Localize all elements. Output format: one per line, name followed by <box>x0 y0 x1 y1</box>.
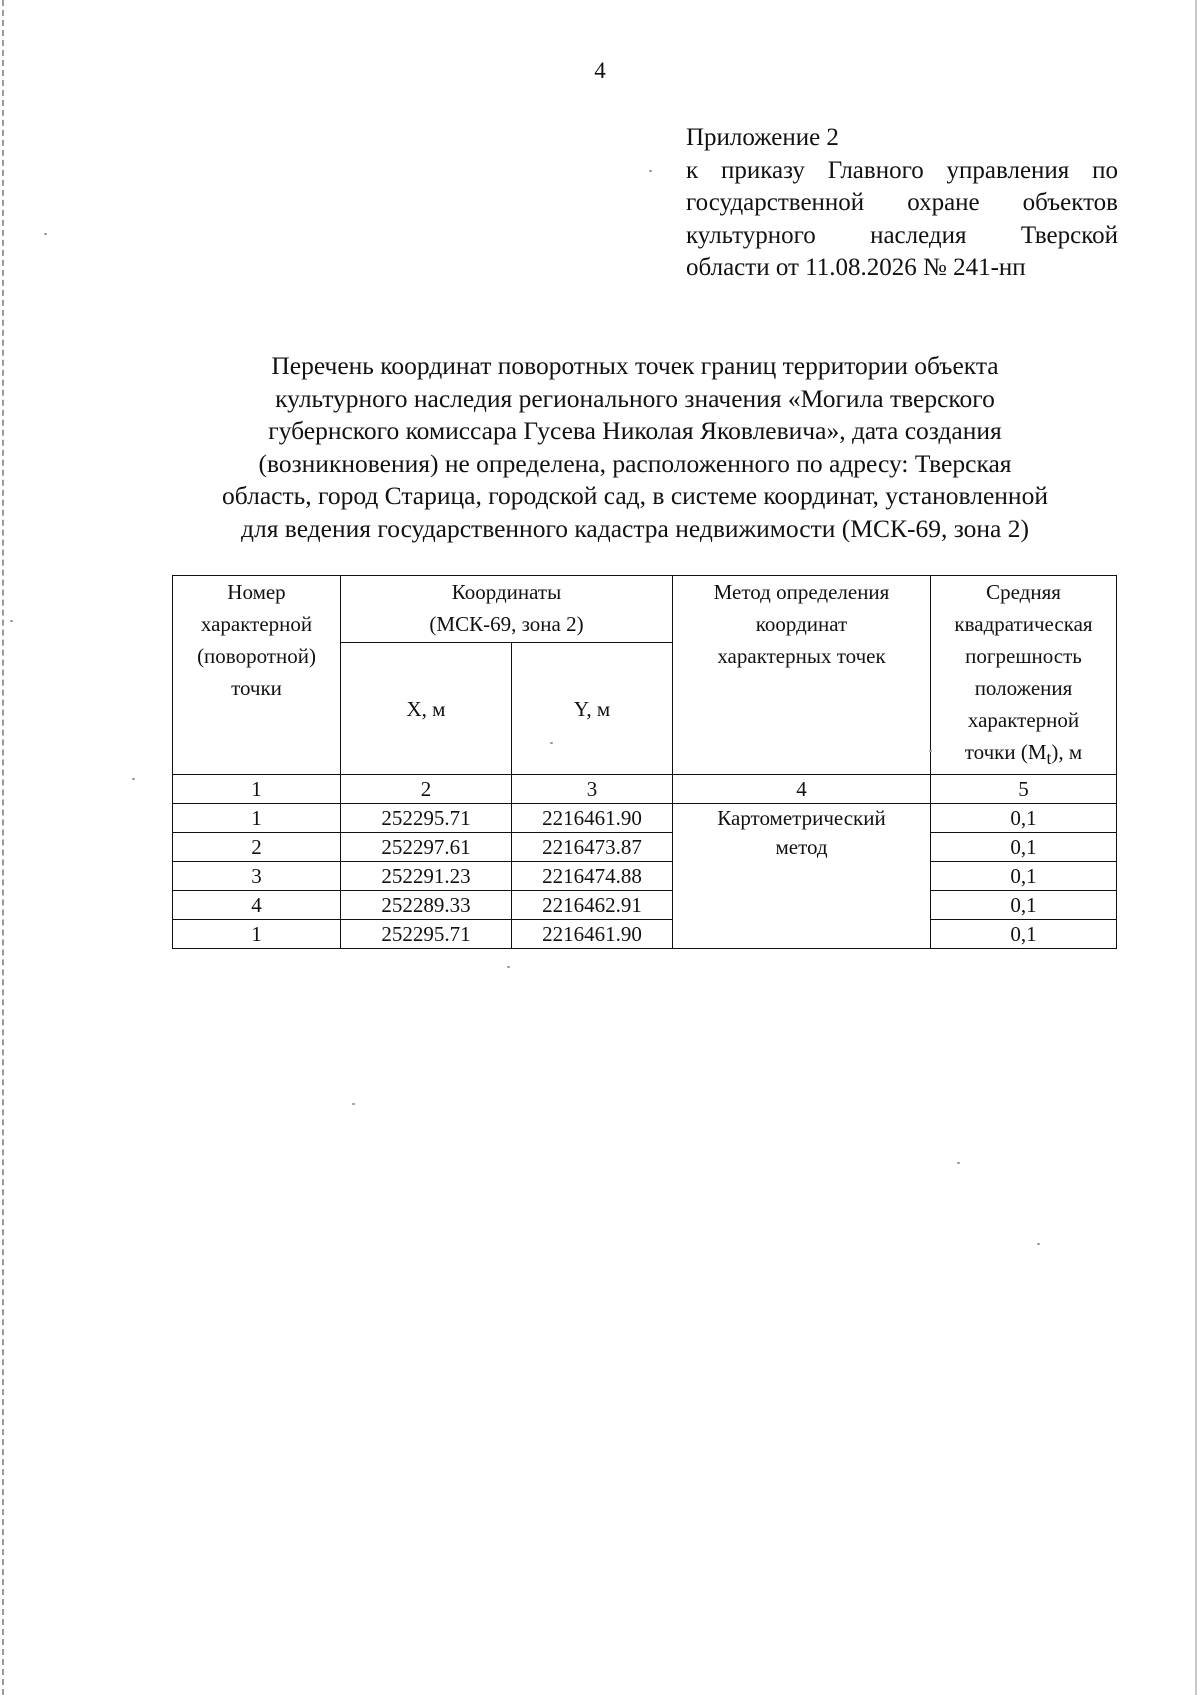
point-number-cell: 1 <box>173 920 341 949</box>
y-cell: 2216461.90 <box>512 920 673 949</box>
header-text <box>935 736 1112 774</box>
scan-speck <box>132 778 135 780</box>
table-row <box>173 891 1117 920</box>
point-number-cell: 3 <box>173 862 341 891</box>
subscript-t: t <box>1046 748 1052 769</box>
scan-edge-left <box>2 0 4 1695</box>
header-y: Y, м <box>512 643 673 775</box>
page-number: 4 <box>594 58 606 83</box>
y-cell: 2216461.90 <box>512 804 673 833</box>
header-text: (поворотной) <box>197 644 316 668</box>
header-text: характерных точек <box>717 644 886 668</box>
table-row <box>173 862 1117 891</box>
scan-speck <box>550 742 553 744</box>
error-cell: 0,1 <box>931 891 1117 920</box>
header-method <box>673 576 931 775</box>
y-cell: 2216462.91 <box>512 891 673 920</box>
header-text: (МСК-69, зона 2) <box>429 612 584 636</box>
scan-speck <box>957 1162 960 1164</box>
column-index: 1 <box>173 775 341 804</box>
header-text: погрешность <box>965 644 1082 668</box>
column-index: 5 <box>931 775 1117 804</box>
title-line: Перечень координат поворотных точек границ территории объекта <box>271 351 999 380</box>
title-line: область, город Старица, городской сад, в системе координат, установленной <box>222 481 1048 510</box>
table-row <box>173 804 1117 833</box>
header-mean-error <box>931 576 1117 775</box>
table-row <box>173 920 1117 949</box>
point-number-cell: 4 <box>173 891 341 920</box>
appendix-header <box>686 122 1118 285</box>
document-title <box>150 350 1120 545</box>
header-text: характерной <box>967 708 1080 732</box>
appendix-line: государственной охране объектов <box>686 189 1118 216</box>
scan-speck <box>44 233 47 235</box>
header-text: координат <box>755 612 848 636</box>
header-text: точки (M <box>964 740 1047 764</box>
method-cell <box>673 804 931 949</box>
header-text: ), м <box>1051 740 1083 764</box>
column-index: 3 <box>512 775 673 804</box>
scan-edge-right <box>1195 0 1197 1695</box>
scan-speck <box>1037 1243 1040 1245</box>
point-number-cell: 1 <box>173 804 341 833</box>
point-number-cell: 2 <box>173 833 341 862</box>
error-cell: 0,1 <box>931 804 1117 833</box>
header-text: точки <box>231 676 282 700</box>
x-cell: 252295.71 <box>341 920 512 949</box>
error-cell: 0,1 <box>931 862 1117 891</box>
appendix-title: Приложение 2 <box>686 124 839 151</box>
table-header-row <box>173 576 1117 643</box>
header-text: Номер <box>227 580 286 604</box>
header-coordinates <box>341 576 673 643</box>
header-text: Координаты <box>451 580 562 604</box>
appendix-line: области от 11.08.2026 № 241-нп <box>686 254 1026 281</box>
method-text: Картометрический <box>717 806 886 831</box>
appendix-line: культурного наследия Тверской <box>686 221 1118 249</box>
column-index: 2 <box>341 775 512 804</box>
header-text: характерной <box>200 612 313 636</box>
title-line: губернского комиссара Гусева Николая Яковлевича», дата создания <box>268 416 1002 445</box>
x-cell: 252291.23 <box>341 862 512 891</box>
title-line: культурного наследия регионального значения «Могила тверского <box>275 383 995 413</box>
title-line: (возникновения) не определена, расположенного по адресу: Тверская <box>258 448 1012 478</box>
method-text: метод <box>775 835 828 860</box>
header-point-number <box>173 576 341 775</box>
scan-speck <box>649 170 652 172</box>
x-cell: 252295.71 <box>341 804 512 833</box>
x-cell: 252289.33 <box>341 891 512 920</box>
column-index-row <box>173 775 1117 804</box>
column-index: 4 <box>673 775 931 804</box>
header-text: Средняя <box>986 580 1061 604</box>
header-text: положения <box>974 676 1073 700</box>
appendix-line: к приказу Главного управления по <box>686 156 1118 184</box>
coordinates-table <box>172 575 1117 949</box>
scan-speck <box>507 966 510 968</box>
header-x: X, м <box>341 643 512 775</box>
error-cell: 0,1 <box>931 833 1117 862</box>
y-cell: 2216474.88 <box>512 862 673 891</box>
header-text: квадратическая <box>954 612 1093 636</box>
table-row <box>173 833 1117 862</box>
x-cell: 252297.61 <box>341 833 512 862</box>
scan-speck <box>10 620 13 622</box>
y-cell: 2216473.87 <box>512 833 673 862</box>
scan-speck <box>352 1103 355 1105</box>
scan-speck <box>929 750 932 752</box>
header-text: Метод определения <box>713 580 890 604</box>
title-line: для ведения государственного кадастра недвижимости (МСК-69, зона 2) <box>241 513 1029 543</box>
error-cell: 0,1 <box>931 920 1117 949</box>
